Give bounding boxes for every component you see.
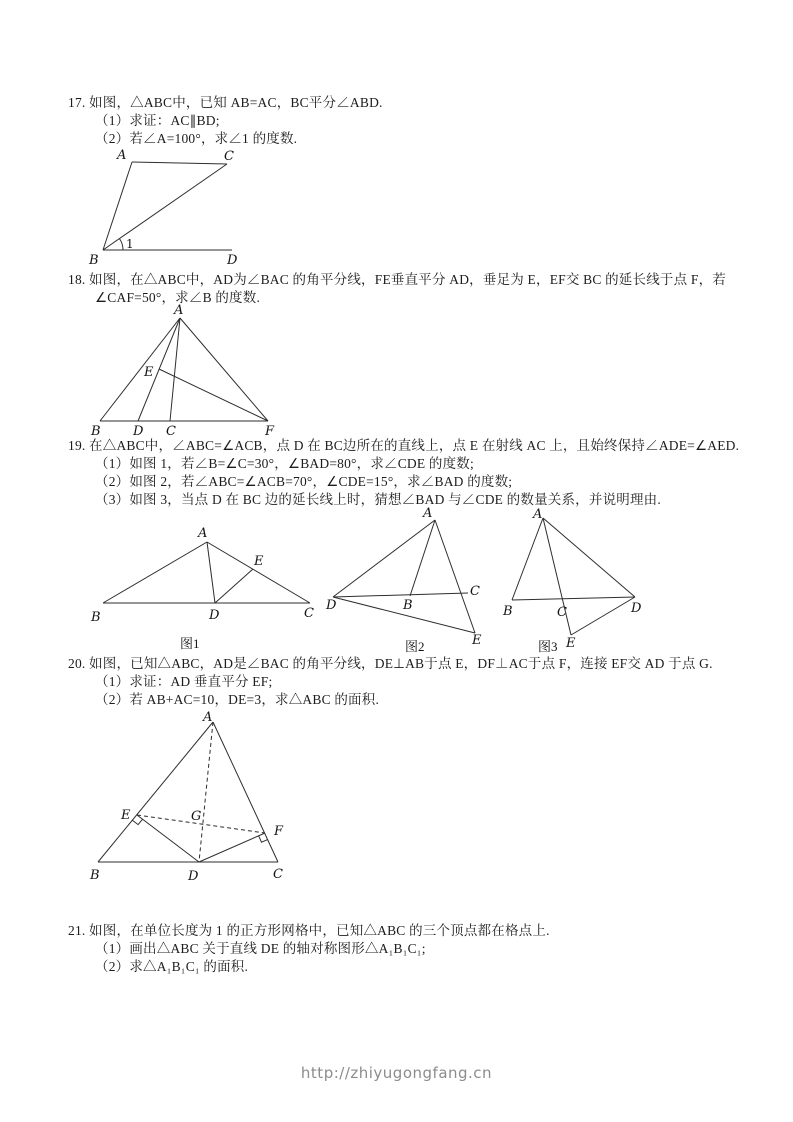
figure-20 [88, 710, 300, 890]
fig19c-label-C: C [557, 605, 567, 620]
fig18-label-F: F [265, 424, 275, 439]
fig20-line-AD [199, 722, 213, 862]
fig19b-label-A: A [423, 506, 433, 521]
fig19b-line-AB [410, 520, 435, 596]
figure-19-1 [88, 520, 323, 655]
fig20-line-DF [199, 833, 265, 862]
fig18-label-A: A [174, 303, 184, 318]
figure-17 [85, 146, 260, 268]
fig20-label-C: C [273, 867, 283, 882]
fig19c-line-DE [571, 597, 635, 635]
fig18-label-E: E [144, 365, 154, 380]
fig19a-caption: 图1 [180, 636, 200, 651]
fig19b-line-AE [435, 520, 475, 633]
problem-21-part-2: （2）求△A₁B₁C₁ 的面积. [95, 959, 249, 974]
fig19a-label-A: A [198, 526, 208, 541]
problem-18-statement-line-2: ∠CAF=50°，求∠B 的度数. [95, 290, 261, 305]
fig19c-label-E: E [566, 636, 576, 651]
problem-19-statement: 19. 在△ABC中，∠ABC=∠ACB，点 D 在 BC边所在的直线上，点 E 在射线 AC 上，且始终保持∠ADE=∠AED. [68, 438, 740, 453]
fig19a-line-AD [207, 542, 215, 603]
fig20-line-AC [213, 722, 278, 862]
fig19c-caption: 图3 [538, 639, 558, 654]
fig19c-line-AD [543, 518, 635, 597]
fig20-label-E: E [121, 808, 131, 823]
fig17-label-D: D [227, 253, 238, 268]
fig19b-label-C: C [470, 584, 480, 599]
footer-url: http://zhiyugongfang.cn [300, 1064, 493, 1082]
problem-17-part-2: （2）若∠A=100°，求∠1 的度数. [95, 131, 298, 146]
fig19c-label-B: B [503, 604, 513, 619]
fig19c-line-AB [512, 518, 543, 600]
fig19a-line-DE [215, 569, 253, 603]
problem-20-part-1: （1）求证：AD 垂直平分 EF; [95, 674, 273, 689]
fig17-line-AC [132, 162, 227, 164]
fig19a-label-C: C [304, 606, 314, 621]
problem-21-statement: 21. 如图，在单位长度为 1 的正方形网格中，已知△ABC 的三个顶点都在格点上. [68, 923, 550, 938]
fig18-label-B: B [91, 424, 101, 439]
fig18-label-D: D [133, 424, 144, 439]
fig19a-label-B: B [91, 610, 101, 625]
figure-19-3 [500, 505, 660, 655]
fig17-label-B: B [89, 253, 99, 268]
fig19c-label-A: A [533, 507, 543, 522]
fig17-line-BC [103, 164, 227, 250]
fig19b-line-DC [333, 593, 468, 597]
fig19a-line-AC [207, 542, 310, 603]
fig19b-label-B: B [403, 598, 413, 613]
figure-18 [85, 303, 290, 438]
fig20-label-B: B [90, 868, 100, 883]
fig20-line-DE [137, 815, 199, 862]
problem-20-statement: 20. 如图，已知△ABC，AD是∠BAC 的角平分线，DE⊥AB于点 E，DF⊥AC于点 F，连接 EF交 AD 于点 G. [68, 656, 713, 671]
problem-17-part-1: （1）求证：AC∥BD; [95, 113, 220, 128]
fig20-label-D: D [188, 869, 199, 884]
fig19a-label-D: D [209, 608, 220, 623]
fig19b-label-E: E [472, 633, 482, 648]
problem-18-statement-line-1: 18. 如图，在△ABC中，AD为∠BAC 的角平分线，FE垂直平分 AD，垂足为 E，EF交 BC 的延长线于点 F，若 [68, 272, 726, 287]
problem-17-statement: 17. 如图，△ABC中，已知 AB=AC，BC平分∠ABD. [68, 95, 383, 110]
fig20-label-F: F [274, 824, 284, 839]
figure-19-2 [325, 505, 495, 655]
problem-20-part-2: （2）若 AB+AC=10，DE=3，求△ABC 的面积. [95, 692, 380, 707]
fig19b-caption: 图2 [405, 639, 425, 654]
fig19b-label-D: D [326, 598, 337, 613]
problem-19-part-1: （1）如图 1，若∠B=∠C=30°，∠BAD=80°，求∠CDE 的度数; [95, 456, 474, 471]
fig18-line-AF [180, 318, 268, 421]
fig19a-label-E: E [254, 554, 264, 569]
fig19b-line-AD [333, 520, 435, 597]
problem-19-part-3: （3）如图 3，当点 D 在 BC 边的延长线上时，猜想∠BAD 与∠CDE 的数量关系，并说明理由. [95, 492, 661, 507]
fig18-line-EF [159, 369, 268, 421]
fig20-line-AB [98, 722, 213, 862]
fig20-right-angle-E [133, 819, 143, 824]
problem-21-part-1: （1）画出△ABC 关于直线 DE 的轴对称图形△A₁B₁C₁; [95, 941, 426, 956]
fig18-line-AB [100, 318, 180, 421]
fig17-label-A: A [117, 148, 127, 163]
fig20-label-A: A [203, 710, 213, 725]
problem-19-part-2: （2）如图 2，若∠ABC=∠ACB=70°，∠CDE=15°，求∠BAD 的度数; [95, 474, 513, 489]
fig18-line-AC [170, 318, 180, 421]
fig17-label-C: C [224, 149, 234, 164]
fig17-angle-arc [119, 239, 123, 251]
fig19c-label-D: D [631, 601, 642, 616]
fig17-label-angle-1: 1 [126, 237, 134, 251]
fig19a-line-BA [103, 542, 207, 603]
fig18-label-C: C [166, 424, 176, 439]
fig19c-line-BD [512, 597, 635, 600]
fig20-label-G: G [191, 809, 202, 824]
